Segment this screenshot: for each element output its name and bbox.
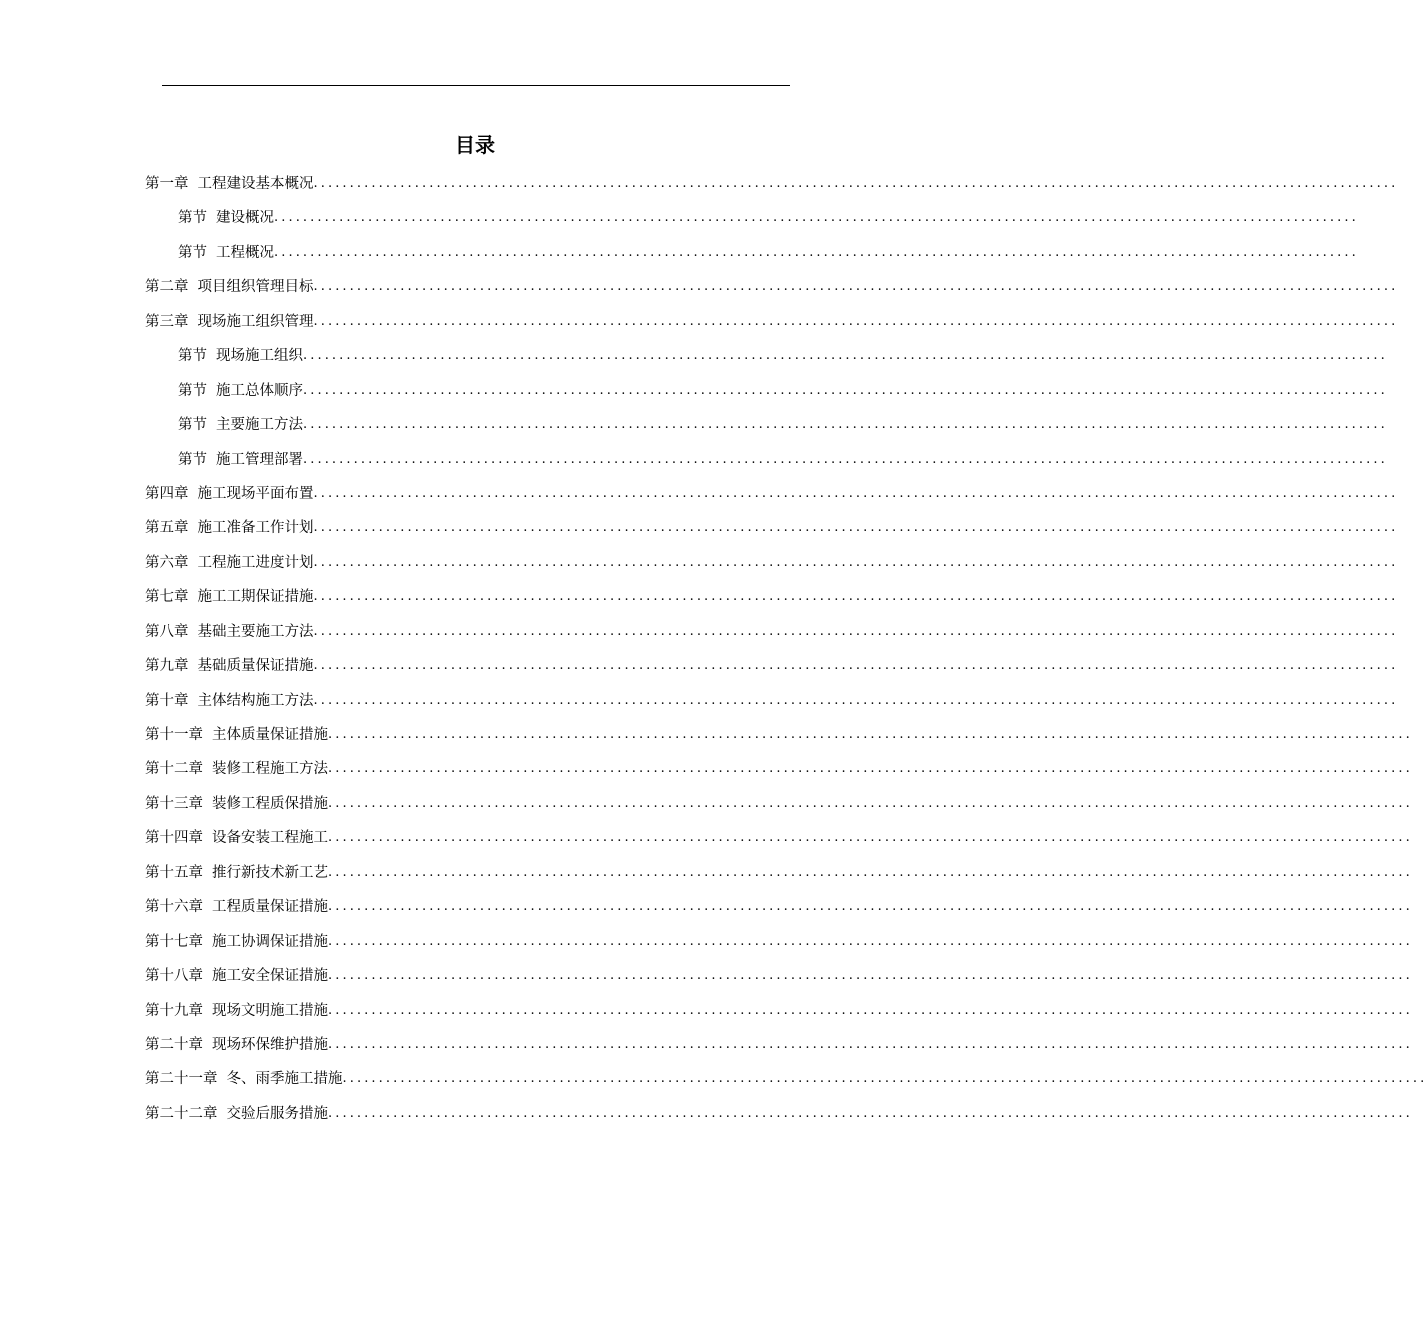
toc-entry-title: 项目组织管理目标 <box>197 279 314 296</box>
toc-chapter-entry[interactable] <box>0 1097 1413 1131</box>
toc-entry-number: 第七章 <box>145 589 189 606</box>
toc-entry-title: 主体结构施工方法 <box>197 692 314 709</box>
toc-entry-title: 施工准备工作计划 <box>197 520 314 537</box>
toc-entry-line <box>145 580 1399 614</box>
toc-dot-leader: ...................................................................................................................................................... <box>303 451 1388 467</box>
toc-entry-line <box>145 1062 1427 1096</box>
toc-entry-title: 现场施工组织管理 <box>197 313 314 330</box>
toc-section-entry[interactable] <box>0 236 1359 270</box>
toc-dot-leader: ...................................................................................................................................................... <box>328 830 1413 846</box>
toc-entry-number: 第二十二章 <box>145 1105 218 1122</box>
toc-chapter-entry[interactable] <box>0 1028 1413 1062</box>
toc-entry-number: 第十章 <box>145 692 189 709</box>
toc-dot-leader: ...................................................................................................................................................... <box>313 623 1399 639</box>
toc-chapter-entry[interactable] <box>0 821 1413 855</box>
toc-entry-line <box>178 374 1388 408</box>
toc-dot-leader: ...................................................................................................................................................... <box>303 382 1388 398</box>
toc-entry-title: 工程质量保证措施 <box>212 899 328 916</box>
toc-chapter-entry[interactable] <box>0 959 1413 993</box>
toc-entry-line <box>145 925 1413 959</box>
toc-entry-line <box>145 511 1399 545</box>
toc-entry-title: 建设概况 <box>216 210 274 227</box>
toc-dot-leader: ...................................................................................................................................................... <box>313 313 1399 329</box>
toc-entry-number: 第节 <box>178 348 207 365</box>
toc-dot-leader: ...................................................................................................................................................... <box>313 279 1399 295</box>
toc-entry-line <box>145 270 1399 304</box>
toc-dot-leader: ...................................................................................................................................................... <box>303 417 1388 433</box>
toc-entry-line <box>145 305 1399 339</box>
toc-entry-line <box>145 615 1399 649</box>
toc-entry-number: 第一章 <box>145 176 189 192</box>
toc-chapter-entry[interactable] <box>0 580 1399 614</box>
toc-entry-title: 现场环保维护措施 <box>212 1036 328 1053</box>
toc-entry-line <box>145 752 1413 786</box>
toc-dot-leader: ...................................................................................................................................................... <box>328 1036 1413 1052</box>
toc-entry-line <box>145 890 1413 924</box>
toc-entry-number: 第二十一章 <box>145 1071 218 1088</box>
toc-entry-line <box>145 856 1413 890</box>
toc-entry-line <box>178 201 1359 235</box>
toc-chapter-entry[interactable] <box>0 305 1399 339</box>
toc-dot-leader: ...................................................................................................................................................... <box>328 761 1413 777</box>
toc-entry-title: 基础主要施工方法 <box>197 623 314 640</box>
toc-dot-leader: ...................................................................................................................................................... <box>313 692 1399 708</box>
header-rule <box>162 85 790 86</box>
toc-chapter-entry[interactable] <box>0 511 1399 545</box>
toc-dot-leader: ...................................................................................................................................................... <box>328 727 1413 742</box>
toc-entry-line <box>145 959 1413 993</box>
toc-entry-number: 第二章 <box>145 279 189 296</box>
toc-entry-number: 第十六章 <box>145 899 203 916</box>
toc-entry-line <box>145 994 1413 1028</box>
toc-chapter-entry[interactable] <box>0 856 1413 890</box>
toc-chapter-entry[interactable] <box>0 684 1399 718</box>
toc-entry-line <box>145 546 1399 580</box>
toc-entry-number: 第十八章 <box>145 968 203 985</box>
toc-chapter-entry[interactable] <box>0 787 1413 821</box>
toc-entry-title: 设备安装工程施工 <box>212 830 328 847</box>
toc-entry-line <box>178 339 1388 373</box>
toc-dot-leader: ...................................................................................................................................................... <box>328 1105 1413 1121</box>
toc-entry-title: 基础质量保证措施 <box>197 658 314 675</box>
toc-entry-number: 第节 <box>178 382 207 399</box>
toc-entry-number: 第十九章 <box>145 1002 203 1019</box>
toc-entry-number: 第五章 <box>145 520 189 537</box>
toc-dot-leader: ...................................................................................................................................................... <box>328 864 1413 880</box>
toc-entry-line <box>145 718 1413 752</box>
toc-entry-line <box>145 477 1399 511</box>
toc-title: 目录 <box>455 133 495 157</box>
toc-section-entry[interactable] <box>0 201 1359 235</box>
toc-chapter-entry[interactable] <box>0 994 1413 1028</box>
toc-dot-leader: ...................................................................................................................................................... <box>313 176 1399 191</box>
toc-chapter-entry[interactable] <box>0 167 1399 201</box>
toc-entry-title: 施工协调保证措施 <box>212 933 328 950</box>
toc-dot-leader: ...................................................................................................................................................... <box>303 348 1388 364</box>
toc-entry-number: 第四章 <box>145 485 189 502</box>
toc-chapter-entry[interactable] <box>0 925 1413 959</box>
toc-chapter-entry[interactable] <box>0 1062 1427 1096</box>
toc-entry-title: 工程施工进度计划 <box>197 554 314 571</box>
toc-chapter-entry[interactable] <box>0 752 1413 786</box>
toc-dot-leader: ...................................................................................................................................................... <box>274 244 1359 260</box>
toc-dot-leader: ...................................................................................................................................................... <box>274 210 1359 226</box>
toc-entry-title: 施工管理部署 <box>216 451 303 468</box>
toc-section-entry[interactable] <box>0 408 1388 442</box>
toc-entry-number: 第十三章 <box>145 795 203 812</box>
toc-dot-leader: ...................................................................................................................................................... <box>328 933 1413 949</box>
toc-chapter-entry[interactable] <box>0 270 1399 304</box>
toc-entry-line <box>145 1028 1413 1062</box>
toc-dot-leader: ...................................................................................................................................................... <box>328 899 1413 915</box>
toc-entry-number: 第节 <box>178 451 207 468</box>
toc-chapter-entry[interactable] <box>0 649 1399 683</box>
toc-entry-number: 第十一章 <box>145 727 203 743</box>
toc-entry-line <box>178 443 1388 477</box>
toc-entry-title: 施工安全保证措施 <box>212 968 328 985</box>
toc-entry-title: 装修工程施工方法 <box>212 761 328 778</box>
toc-entry-number: 第二十章 <box>145 1036 203 1053</box>
toc-entry-title: 主要施工方法 <box>216 417 303 434</box>
toc-entry-number: 第节 <box>178 210 207 227</box>
toc-entry-title: 推行新技术新工艺 <box>212 864 328 881</box>
toc-entry-line <box>145 1097 1413 1131</box>
toc-entry-title: 施工现场平面布置 <box>197 485 314 502</box>
toc-dot-leader: ...................................................................................................................................................... <box>328 1002 1413 1018</box>
toc-dot-leader: ...................................................................................................................................................... <box>313 520 1399 536</box>
toc-entry-line <box>145 649 1399 683</box>
toc-chapter-entry[interactable] <box>0 546 1399 580</box>
toc-section-entry[interactable] <box>0 374 1388 408</box>
toc-entry-title: 施工总体顺序 <box>216 382 303 399</box>
toc-entry-number: 第九章 <box>145 658 189 675</box>
toc-entry-title: 现场施工组织 <box>216 348 303 365</box>
toc-entry-number: 第节 <box>178 417 207 434</box>
toc-section-entry[interactable] <box>0 339 1388 373</box>
toc-chapter-entry[interactable] <box>0 477 1399 511</box>
toc-dot-leader: ...................................................................................................................................................... <box>328 968 1413 984</box>
toc-dot-leader: ...................................................................................................................................................... <box>313 554 1399 570</box>
toc-entry-number: 第十五章 <box>145 864 203 881</box>
toc-chapter-entry[interactable] <box>0 718 1413 752</box>
toc-chapter-entry[interactable] <box>0 615 1399 649</box>
toc-entry-line <box>178 236 1359 270</box>
toc-entry-title: 现场文明施工措施 <box>212 1002 328 1019</box>
toc-section-entry[interactable] <box>0 443 1388 477</box>
toc-entry-title: 工程概况 <box>216 244 274 261</box>
toc-dot-leader: ...................................................................................................................................................... <box>313 658 1399 674</box>
toc-entry-number: 第六章 <box>145 554 189 571</box>
toc-list <box>0 167 1427 1131</box>
toc-entry-number: 第十二章 <box>145 761 203 778</box>
toc-entry-title: 装修工程质保措施 <box>212 795 328 812</box>
toc-entry-title: 交验后服务措施 <box>226 1105 328 1122</box>
toc-dot-leader: ...................................................................................................................................................... <box>328 795 1413 811</box>
toc-entry-title: 工程建设基本概况 <box>197 176 314 192</box>
toc-entry-number: 第十七章 <box>145 933 203 950</box>
toc-dot-leader: ...................................................................................................................................................... <box>313 485 1399 501</box>
toc-chapter-entry[interactable] <box>0 890 1413 924</box>
toc-entry-number: 第节 <box>178 244 207 261</box>
toc-dot-leader: ...................................................................................................................................................... <box>313 589 1399 605</box>
toc-entry-line <box>145 787 1413 821</box>
toc-dot-leader: ...................................................................................................................................................... <box>342 1071 1427 1087</box>
toc-entry-line <box>145 167 1399 201</box>
toc-entry-line <box>178 408 1388 442</box>
toc-entry-title: 主体质量保证措施 <box>212 727 328 743</box>
toc-entry-number: 第八章 <box>145 623 189 640</box>
toc-entry-line <box>145 684 1399 718</box>
toc-entry-title: 施工工期保证措施 <box>197 589 314 606</box>
toc-entry-number: 第十四章 <box>145 830 203 847</box>
toc-entry-title: 冬、雨季施工措施 <box>226 1071 343 1088</box>
toc-entry-line <box>145 821 1413 855</box>
toc-entry-number: 第三章 <box>145 313 189 330</box>
